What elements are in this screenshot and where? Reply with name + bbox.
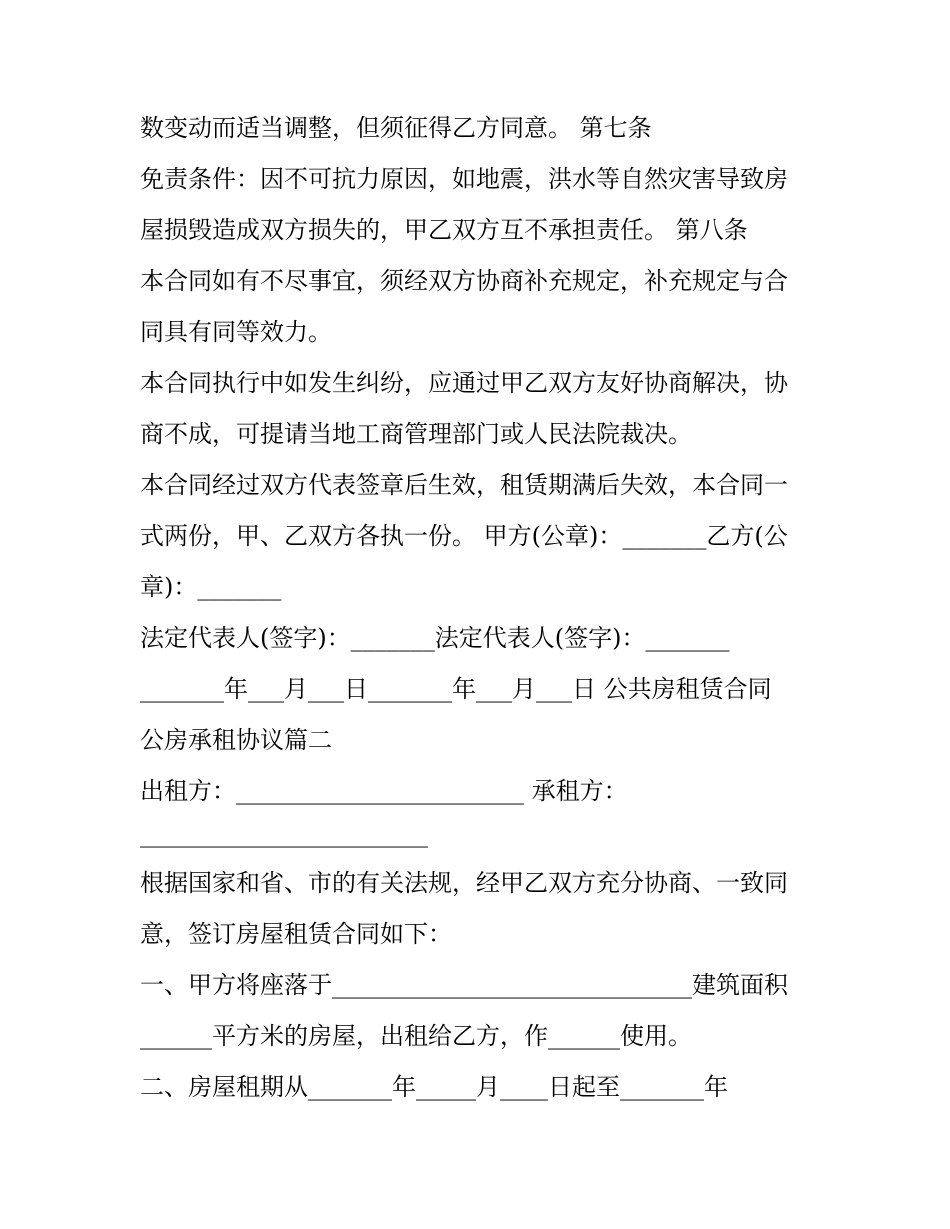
text-line: ________________________ (140, 820, 428, 848)
text-line: 章)：_______ (140, 573, 282, 601)
text-line: 式两份，甲、乙双方各执一份。 甲方(公章)：_______乙方(公 (140, 522, 788, 550)
text-line: 意，签订房屋租赁合同如下： (140, 920, 452, 948)
text-line: 本合同经过双方代表签章后生效，租赁期满后失效，本合同一 (140, 471, 788, 499)
text-line: 数变动而适当调整，但须征得乙方同意。 第七条 (140, 114, 652, 142)
text-line: _______年___月___日_______年___月___日 公共房租赁合同 (140, 675, 772, 703)
text-line: 免责条件：因不可抗力原因，如地震，洪水等自然灾害导致房 (140, 165, 788, 193)
text-line: 商不成，可提请当地工商管理部门或人民法院裁决。 (140, 420, 692, 448)
text-line: 根据国家和省、市的有关法规，经甲乙双方充分协商、一致同 (140, 869, 788, 897)
text-line: 本合同如有不尽事宜，须经双方协商补充规定，补充规定与合 (140, 267, 788, 295)
text-line: 屋损毁造成双方损失的，甲乙双方互不承担责任。 第八条 (140, 216, 748, 244)
text-line: 公房承租协议篇二 (140, 726, 332, 754)
text-line: 二、房屋租期从_______年_____月____日起至_______年 (140, 1073, 728, 1101)
text-line: 同具有同等效力。 (140, 318, 332, 346)
text-line: 一、甲方将座落于______________________________建筑面积 (140, 971, 788, 999)
text-line: 本合同执行中如发生纠纷，应通过甲乙双方友好协商解决，协 (140, 369, 788, 397)
text-line: 出租方：________________________ 承租方： (140, 777, 628, 805)
text-line: ______平方米的房屋，出租给乙方，作______使用。 (140, 1022, 692, 1050)
text-line: 法定代表人(签字)：_______法定代表人(签字)：_______ (140, 624, 730, 652)
